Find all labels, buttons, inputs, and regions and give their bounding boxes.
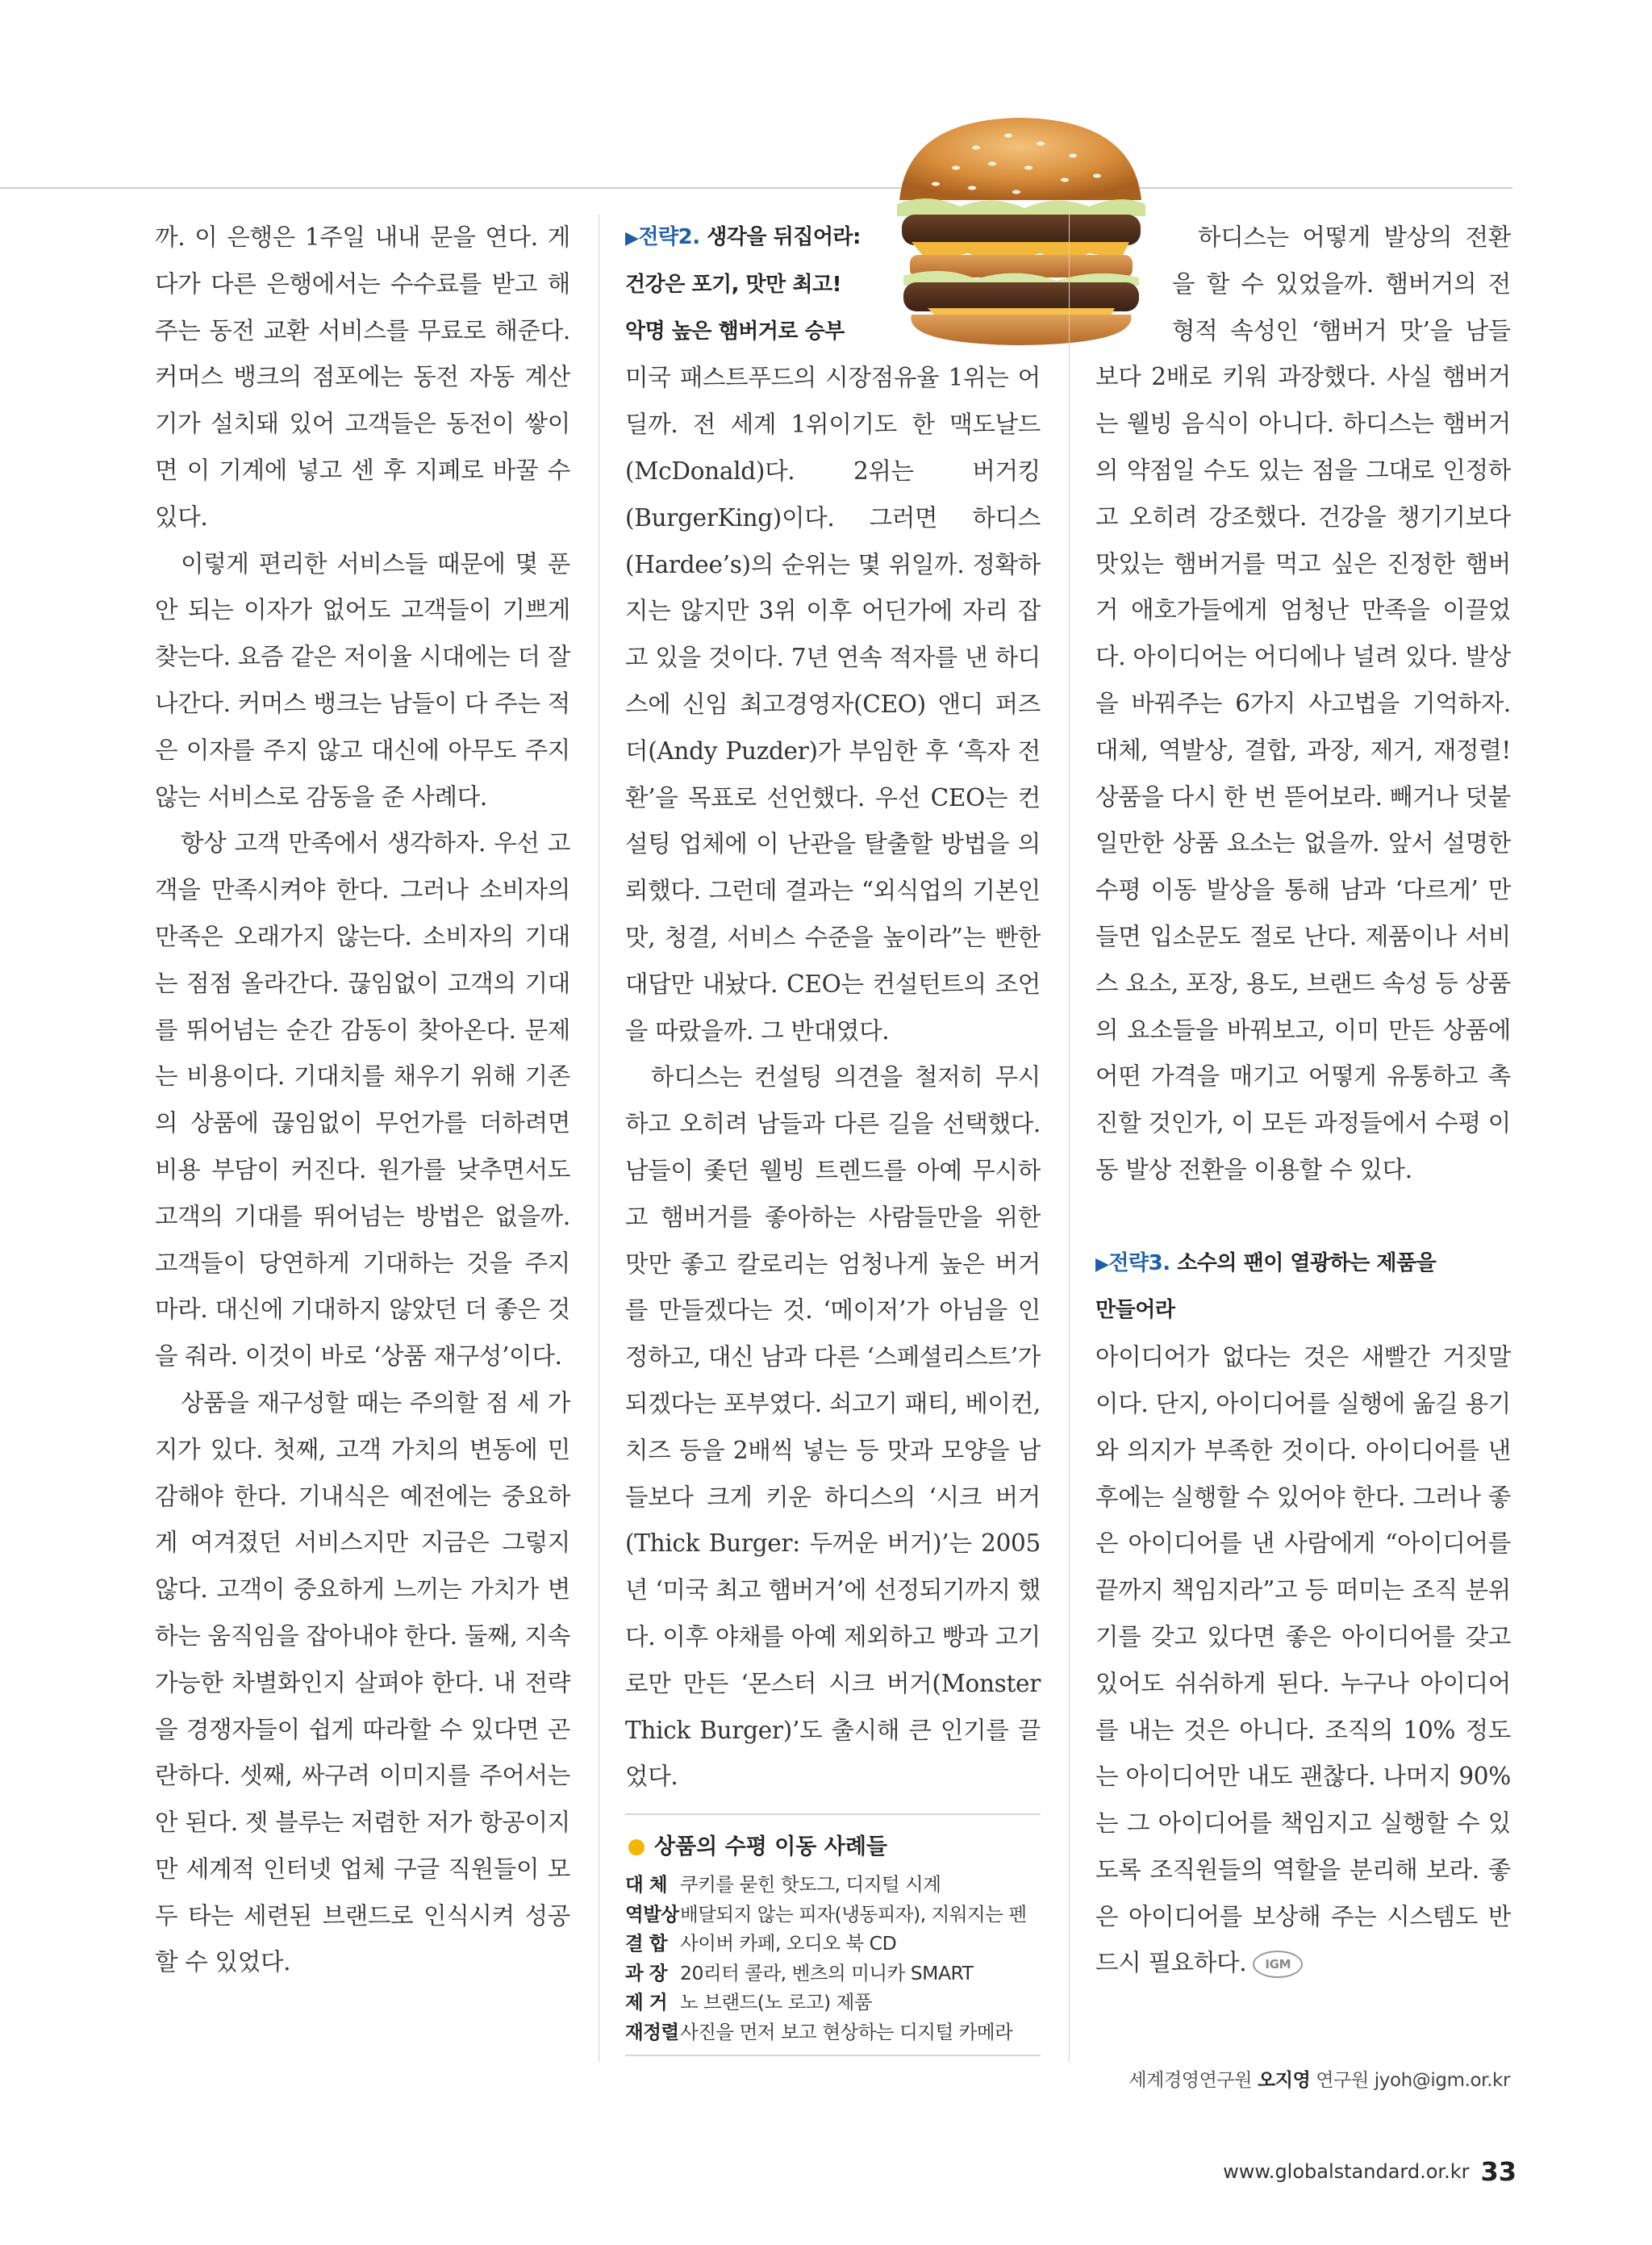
cases-bottom-rule xyxy=(625,2055,1041,2056)
cases-title-text: 상품의 수평 이동 사례들 xyxy=(654,1834,888,1860)
col1-paragraph-4: 상품을 재구성할 때는 주의할 점 세 가지가 있다. 첫째, 고객 가치의 변동에 민감해야 한다. 기내식은 예전에는 중요하게 여겨졌던 서비스지만 지금은 그렇지 않다. 고객이 중요하게 느끼는 가치가 변하는 움직임을 잡아내야 한다. 둘째, 지속 가능한 차별화인지 살펴야 한다. 내 전략을 경쟁자들이 쉽게 따라할 수 있다면 곤란하다. 셋째, 싸구려 이미지를 주어서는 안 된다. 젯 블루는 저렴한 저가 항공이지만 세계적 인터넷 업체 구글 직원들이 모두 타는 세련된 브랜드로 인식시켜 성공할 수 있었다. xyxy=(155,1388,570,1976)
burger-float-spacer xyxy=(1095,215,1172,354)
byline-name: 오지영 xyxy=(1257,2070,1311,2091)
case-term: 과 장 xyxy=(625,1961,668,1984)
section-gap xyxy=(1095,1194,1511,1241)
col3-paragraph-2 xyxy=(1095,1334,1511,1987)
triangle-icon: ▶ xyxy=(625,228,639,248)
triangle-icon: ▶ xyxy=(1095,1254,1109,1275)
col1-paragraph-3: 항상 고객 만족에서 생각하자. 우선 고객을 만족시켜야 한다. 그러나 소비자의 만족은 오래가지 않는다. 소비자의 기대는 점점 올라간다. 끊임없이 고객의 기대를 뛰어넘는 순간 감동이 찾아온다. 문제는 비용이다. 기대치를 채우기 위해 기존의 상품에 끊임없이 무언가를 더하려면 비용 부담이 커진다. 원가를 낮추면서도 고객의 기대를 뛰어넘는 방법은 없을까. 고객들이 당연하게 기대하는 것을 주지 마라. 대신에 기대하지 않았던 더 좋은 것을 줘라. 이것이 바로 ‘상품 재구성’이다. xyxy=(155,829,570,1371)
igm-end-mark: IGM xyxy=(1253,1951,1303,1978)
strategy-3-label: 전략 xyxy=(1108,1250,1149,1275)
cases-box xyxy=(625,1813,1041,2056)
case-row xyxy=(625,1929,1041,1959)
col2-paragraph-1: 미국 패스트푸드의 시장점유율 1위는 어딜까. 전 세계 1위이기도 한 맥도날드(McDonald)다. 2위는 버거킹(BurgerKing)이다. 그러면 하디스(Hardee’s)의 순위는 몇 위일까. 정확하지는 않지만 3위 이후 어딘가에 자리 잡고 있을 것이다. 7년 연속 적자를 낸 하디스에 신임 최고경영자(CEO) 앤디 퍼즈더(Andy Puzder)가 부임한 후 ‘흑자 전환’을 목표로 선언했다. 우선 CEO는 컨설팅 업체에 이 난관을 탈출할 방법을 의뢰했다. 그런데 결과는 “외식업의 기본인 맛, 청결, 서비스 수준을 높이라”는 빤한 대답만 내놨다. CEO는 컨설턴트의 조언을 따랐을까. 그 반대였다. xyxy=(625,364,1041,1045)
strategy-3-number: 3. xyxy=(1148,1250,1170,1275)
top-rule xyxy=(0,187,1512,189)
strategy-2-number: 2. xyxy=(678,225,700,249)
strategy-3-title: 소수의 팬이 열광하는 제품을 xyxy=(1177,1250,1437,1275)
col2-paragraph-2: 하디스는 컨설팅 의견을 철저히 무시하고 오히려 남들과 다른 길을 선택했다. 남들이 좇던 웰빙 트렌드를 아예 무시하고 햄버거를 좋아하는 사람들만을 위한 맛만 좋고 칼로리는 엄청나게 높은 버거를 만들겠다는 것. ‘메이저’가 아님을 인정하고, 대신 남과 다른 ‘스페셜리스트’가 되겠다는 포부였다. 쇠고기 패티, 베이컨, 치즈 등을 2배씩 넣는 등 맛과 모양을 남들보다 크게 키운 하디스의 ‘시크 버거(Thick Burger: 두꺼운 버거)’는 2005년 ‘미국 최고 햄버거’에 선정되기까지 했다. 이후 야채를 아예 제외하고 빵과 고기로만 만든 ‘몬스터 시크 버거(Monster Thick Burger)’도 출시해 큰 인기를 끌었다. xyxy=(625,1063,1041,1791)
strategy-2-subtitle-2: 악명 높은 햄버거로 승부 xyxy=(625,319,845,344)
bullet-dot-icon xyxy=(628,1839,645,1855)
page-footer xyxy=(1223,2156,1516,2187)
col3-paragraph-1: 하디스는 어떻게 발상의 전환을 할 수 있었을까. 햄버거의 전형적 속성인 ‘햄버거 맛’을 남들보다 2배로 키워 과장했다. 사실 햄버거는 웰빙 음식이 아니다. 하디스는 햄버거의 약점일 수도 있는 점을 그대로 인정하고 오히려 강조했다. 건강을 챙기기보다 맛있는 햄버거를 먹고 싶은 진정한 햄버거 애호가들에게 엄청난 만족을 이끌었다. 아이디어는 어디에나 널려 있다. 발상을 바꿔주는 6가지 사고법을 기억하자. 대체, 역발상, 결합, 과장, 제거, 재정렬! 상품을 다시 한 번 뜯어보라. 빼거나 덧붙일만한 상품 요소는 없을까. 앞서 설명한 수평 이동 발상을 통해 남과 ‘다르게’ 만들면 입소문도 절로 난다. 제품이나 서비스 요소, 포장, 용도, 브랜드 속성 등 상품의 요소들을 바꿔보고, 이미 만든 상품에 어떤 가격을 매기고 어떻게 유통하고 촉진할 것인가, 이 모든 과정들에서 수평 이동 발상 전환을 이용할 수 있다. xyxy=(1095,223,1511,1183)
col1-paragraph-1: 까. 이 은행은 1주일 내내 문을 연다. 게다가 다른 은행에서는 수수료를 받고 해 주는 동전 교환 서비스를 무료로 해준다. 커머스 뱅크의 점포에는 동전 자동 계산기가 설치돼 있어 고객들은 동전이 쌓이면 이 기계에 넣고 센 후 지폐로 바꿀 수 있다. xyxy=(155,223,570,531)
col3-paragraph-2-text: 아이디어가 없다는 것은 새빨간 거짓말이다. 단지, 아이디어를 실행에 옮길 용기와 의지가 부족한 것이다. 아이디어를 낸 후에는 실행할 수 있어야 한다. 그러나 좋은 아이디어를 낸 사람에게 “아이디어를 끝까지 책임지라”고 등 떠미는 조직 분위기를 갖고 있다면 좋은 아이디어를 갖고 있어도 쉬쉬하게 된다. 누구나 아이디어를 내는 것은 아니다. 조직의 10% 정도는 아이디어만 내도 괜찮다. 나머지 90%는 그 아이디어를 책임지고 실행할 수 있도록 조직원들의 역할을 분리해 보라. 좋은 아이디어를 보상해 주는 시스템도 반드시 필요하다. xyxy=(1095,1343,1511,1977)
strategy-2-title: 생각을 뒤집어라: xyxy=(707,225,861,249)
byline-org: 세계경영연구원 xyxy=(1128,2070,1253,2091)
column-divider-2 xyxy=(1069,215,1070,2062)
case-term: 결 합 xyxy=(625,1932,668,1955)
burger-float-spacer xyxy=(972,215,1041,354)
strategy-3-title-line-2: 만들어라 xyxy=(1095,1298,1175,1323)
case-term: 제 거 xyxy=(625,1991,668,2014)
column-3 xyxy=(1095,215,1511,1987)
case-row xyxy=(625,1988,1041,2018)
byline-title-email: 연구원 jyoh@igm.or.kr xyxy=(1316,2070,1510,2091)
column-2 xyxy=(625,215,1041,2056)
byline xyxy=(1128,2065,1510,2092)
case-desc: 쿠키를 묻힌 핫도그, 디지털 시계 xyxy=(680,1873,941,1897)
case-row xyxy=(625,1959,1041,1988)
case-desc: 배달되지 않는 피자(냉동피자), 지워지는 펜 xyxy=(680,1902,1027,1926)
col1-paragraph-2: 이렇게 편리한 서비스들 때문에 몇 푼 안 되는 이자가 없어도 고객들이 기쁘게 찾는다. 요즘 같은 저이율 시대에는 더 잘나간다. 커머스 뱅크는 남들이 다 주는 적은 이자를 주지 않고 대신에 아무도 주지 않는 서비스로 감동을 준 사례다. xyxy=(155,549,570,811)
case-desc: 20리터 콜라, 벤츠의 미니카 SMART xyxy=(680,1961,974,1984)
strategy-3-heading xyxy=(1095,1241,1511,1288)
cases-title xyxy=(625,1825,1041,1870)
case-desc: 사진을 먼저 보고 현상하는 디지털 카메라 xyxy=(680,2020,1013,2043)
footer-url: www.globalstandard.or.kr xyxy=(1223,2160,1470,2183)
case-term: 역발상 xyxy=(625,1902,679,1926)
strategy-2-subtitle-1: 건강은 포기, 맛만 최고! xyxy=(625,272,841,297)
case-term: 대 체 xyxy=(625,1873,668,1897)
case-desc: 사이버 카페, 오디오 북 CD xyxy=(680,1932,897,1955)
case-desc: 노 브랜드(노 로고) 제품 xyxy=(680,1991,873,2014)
page-number: 33 xyxy=(1480,2156,1516,2187)
case-row xyxy=(625,1870,1041,1900)
case-row xyxy=(625,2018,1041,2047)
column-1 xyxy=(155,215,570,1986)
strategy-2-label: 전략 xyxy=(638,225,678,249)
case-term: 재정렬 xyxy=(625,2020,679,2043)
case-row xyxy=(625,1900,1041,1930)
